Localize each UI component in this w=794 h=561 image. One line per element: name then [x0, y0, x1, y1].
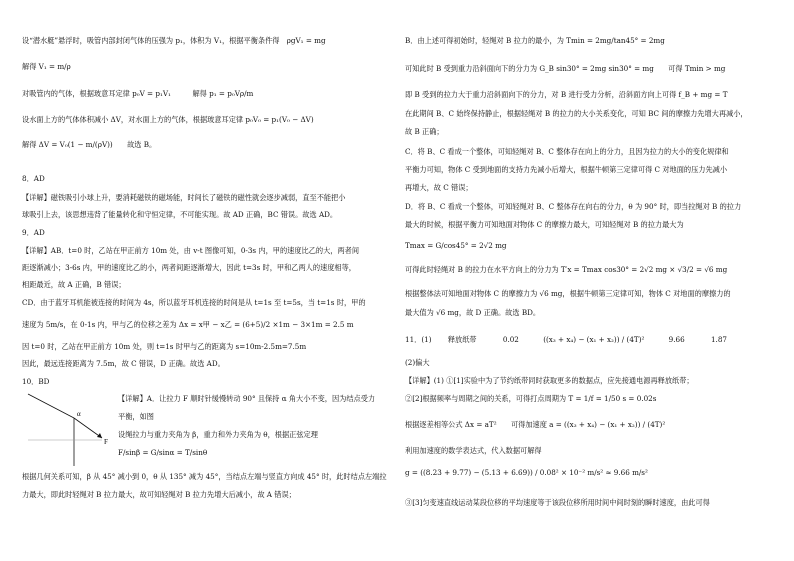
text-line: 球吸引上去，该思想违背了能量转化和守恒定律，不可能实现。故 AD 正确，BC 错误。故选 AD。 [22, 210, 338, 219]
text-line: 故 B 正确； [405, 127, 444, 136]
answer-4: 9.66 [668, 335, 685, 344]
text-line: 【详解】磁铁吸引小球上升，要消耗磁铁的磁场能，时间长了磁铁的磁性就会逐步减弱，直至不能把小 [22, 193, 346, 202]
text-line: 平衡力可知，物体 C 受到地面的支持力先减小后增大，根据牛顿第三定律可得 C 对地面的压力先减小 [405, 165, 728, 174]
text-line: D．将 B、C 看成一个整体，可知轻绳对 B、C 整体存在向右的分力，θ 为 90° 时，即当拉绳对 B 的拉力 [405, 202, 742, 211]
formula: Tmax = G/cos45° = 2√2 mg [405, 241, 507, 250]
text-line: 设绳拉力与重力夹角为 β，重力和外力夹角为 θ，根据正弦定理 [118, 430, 318, 439]
alpha-label: α [77, 410, 81, 418]
force-line [74, 418, 102, 438]
text-line: 速度为 5m/s，在 0-1s 内，甲与乙的位移之差为 Δx = x甲 − x乙 = (6+5)/2 ×1m − 3×1m = 2.5 m [22, 320, 354, 329]
force-diagram [24, 388, 114, 478]
text-line: CD．由于蓝牙耳机能被连接的时间为 4s，所以蓝牙耳机连接的时间是从 t=1s 至 t=5s，当 t=1s 时，甲的 [22, 298, 366, 307]
text-line: 平衡，如图 [118, 412, 154, 421]
text-line: 最大的时候，根据平衡力可知地面对物体 C 的摩擦力最大，可知轻绳对 B 的拉力最大为 [405, 220, 684, 229]
text-line: 利用加速度的数学表达式，代入数据可解得 [405, 446, 542, 455]
text-line: 在此期间 B、C 始终保持静止，根据轻绳对 B 的拉力的大小关系变化，可知 BC 间的摩擦力先增大再减小， [405, 109, 748, 118]
answer-3: ((x₃ + x₄) − (x₁ + x₂)) / (4T)² [543, 335, 645, 344]
text-line: 相距最近，故 A 正确，B 错误； [22, 280, 126, 289]
text-line: 再增大，故 C 错误； [405, 183, 473, 192]
text-line: 最大值为 √6 mg，故 D 正确。故选 BD。 [405, 308, 541, 317]
answer-1: 释放纸带 [447, 335, 477, 344]
text-line: 可得此时轻绳对 B 的拉力在水平方向上的分力为 T′x = Tmax cos30° = 2√2 mg × √3/2 = √6 mg [405, 265, 728, 274]
text-line: C．将 B、C 看成一个整体，可知轻绳对 B、C 整体存在向上的分力，且因为拉力的大小的变化规律和 [405, 147, 729, 156]
question-number: 8．AD [22, 174, 45, 183]
text-line: 根据逐差相等公式 Δx = aT² 可得加速度 a = ((x₃ + x₄) − (x₁ + x₂)) / (4T)² [405, 420, 666, 429]
text-line: 因 t=0 时，乙站在甲正前方 10m 处，则 t=1s 时甲与乙的距离为 s=10m-2.5m=7.5m [22, 342, 307, 351]
answer-2: 0.02 [502, 335, 519, 344]
text-line: 根据整体法可知地面对物体 C 的摩擦力为 √6 mg，根据牛顿第三定律可知，物体 C 对地面的摩擦力的 [405, 289, 731, 298]
question-number: 9．AD [22, 228, 45, 237]
formula: F/sinβ = G/sinα = T/sinθ [118, 448, 208, 457]
answer-5: 1.87 [710, 335, 727, 344]
rope-line [28, 394, 74, 418]
text-line: 对吸管内的气体，根据玻意耳定律 p₀V = p₁V₁ 解得 p₁ = p₀Vρ/m [22, 89, 254, 98]
text-line: 设“潜水艇”悬浮时，吸管内部封闭气体的压强为 p₁，体积为 V₁，根据平衡条件得 ρgV₁ = mg [22, 36, 326, 45]
text-line: 即 B 受到的拉力大于重力沿斜面向下的分力，对 B 进行受力分析，沿斜面方向上可得 f_B + mg = T [405, 90, 728, 99]
text-line: 解得 ΔV = V₀(1 − m/(ρV)) 故选 B。 [22, 140, 157, 149]
formula: g = ((8.23 + 9.77) − (5.13 + 6.69)) / 0.08² × 10⁻² m/s² ≈ 9.66 m/s² [405, 468, 648, 477]
text-line: 因此，最远连接距离为 7.5m，故 C 错误，D 正确。故选 AD。 [22, 359, 225, 368]
text-line: 设水面上方的气体体积减小 ΔV，对水面上方的气体，根据玻意耳定律 p₀V₀ = p₁(V₀ − ΔV) [22, 115, 314, 124]
text-line: 【详解】AB．t=0 时，乙站在甲正前方 10m 处，由 v-t 图像可知，0-3s 内，甲的速度比乙的大，两者间 [22, 246, 360, 255]
text-line: ②[2]根据频率与周期之间的关系，可得打点周期为 T = 1/f = 1/50 s = 0.02s [405, 394, 657, 403]
text-line: (2)偏大 [405, 358, 430, 367]
text-line: 解得 V₁ = m/ρ [22, 62, 71, 71]
question-number: 11．(1) [405, 335, 432, 344]
answer-row [405, 335, 727, 344]
text-line: 距逐渐减小；3-6s 内，甲的速度比乙的小，两者间距逐渐增大，因此 t=3s 时，甲和乙两人的速度相等， [22, 263, 356, 272]
text-line: 根据几何关系可知，β 从 45° 减小到 0，θ 从 135° 减为 45°，当结点左端与竖直方向成 45° 时，此时结点左端拉 [22, 472, 387, 481]
arrow-head-icon [97, 433, 102, 438]
f-label: F [104, 438, 108, 446]
text-line: 力最大，即此时轻绳对 B 拉力最大，故可知轻绳对 B 拉力先增大后减小，故 A 错误； [22, 490, 296, 499]
text-line: 【详解】A．让拉力 F 顺时针缓慢转动 90° 且保持 α 角大小不变，因为结点受力 [118, 394, 376, 403]
question-number: 10．BD [22, 377, 50, 386]
text-line: 【详解】(1) ①[1]实验中为了节约纸带同时获取更多的数据点，应先接通电源再释放纸带； [405, 376, 694, 385]
text-line: ③[3]匀变速直线运动某段位移的平均速度等于该段位移所用时间中间时刻的瞬时速度，由此可得 [405, 498, 710, 507]
text-line: B．由上述可得初始时，轻绳对 B 拉力的最小，为 Tmin = 2mg/tan45° = 2mg [405, 36, 665, 45]
text-line: 可知此时 B 受到重力沿斜面向下的分力为 G_B sin30° = 2mg sin30° = mg 可得 Tmin > mg [405, 64, 726, 73]
